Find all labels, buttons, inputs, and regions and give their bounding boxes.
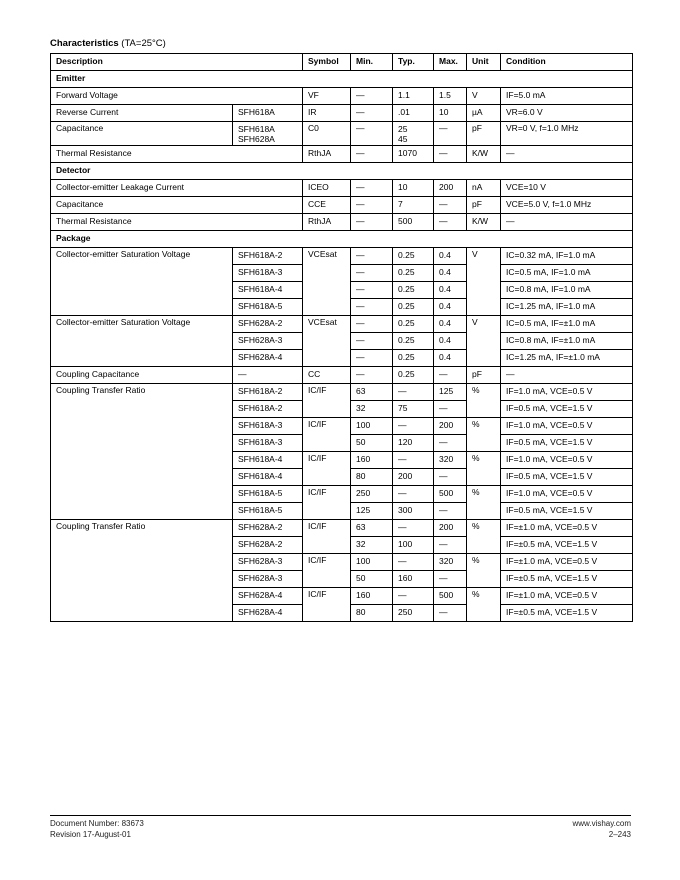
- typ-cell: —: [393, 520, 434, 537]
- condition-cell: IF=1.0 mA, VCE=0.5 V: [501, 486, 633, 503]
- col-header: Symbol: [303, 54, 351, 71]
- typ-cell: [393, 122, 434, 146]
- col-header: Min.: [351, 54, 393, 71]
- typ-cell: 200: [393, 469, 434, 486]
- table-row: [51, 367, 633, 384]
- description-cell: Capacitance: [51, 122, 233, 146]
- website-link[interactable]: www.vishay.com: [572, 819, 631, 828]
- table-row: [51, 88, 633, 105]
- typ-cell: 1.1: [393, 88, 434, 105]
- section-heading: Detector: [51, 163, 633, 180]
- part-number-cell: SFH628A-4: [233, 588, 303, 605]
- condition-cell: IF=1.0 mA, VCE=0.5 V: [501, 384, 633, 401]
- unit-cell: pF: [467, 367, 501, 384]
- unit-cell: pF: [467, 197, 501, 214]
- part-number-cell: SFH628A-4: [233, 350, 303, 367]
- part-number-cell: SFH618A-4: [233, 469, 303, 486]
- description-cell: Coupling Capacitance: [51, 367, 233, 384]
- part-number-cell: —: [233, 367, 303, 384]
- condition-cell: IF=±1.0 mA, VCE=0.5 V: [501, 520, 633, 537]
- page-footer: [50, 815, 631, 839]
- description-cell: Collector-emitter Leakage Current: [51, 180, 303, 197]
- description-cell: Collector-emitter Saturation Voltage: [51, 316, 233, 367]
- header-row: [51, 54, 633, 71]
- condition-cell: IC=1.25 mA, IF=±1.0 mA: [501, 350, 633, 367]
- part-number-cell: SFH618A-3: [233, 265, 303, 282]
- part-number-cell-line: SFH618A: [238, 124, 275, 134]
- max-cell: 0.4: [434, 265, 467, 282]
- typ-cell: —: [393, 588, 434, 605]
- typ-cell: 250: [393, 605, 434, 622]
- symbol-cell: IC/IF: [303, 452, 351, 486]
- min-cell: 160: [351, 452, 393, 469]
- typ-cell-line: 25: [398, 124, 408, 134]
- max-cell: —: [434, 122, 467, 146]
- max-cell: 1.5: [434, 88, 467, 105]
- typ-cell: 0.25: [393, 299, 434, 316]
- typ-cell: —: [393, 418, 434, 435]
- symbol-cell: VF: [303, 88, 351, 105]
- min-cell: —: [351, 105, 393, 122]
- table-row: [51, 248, 633, 265]
- description-cell: Coupling Transfer Ratio: [51, 520, 233, 622]
- typ-cell: 0.25: [393, 333, 434, 350]
- table-body: [51, 71, 633, 622]
- symbol-cell: RthJA: [303, 146, 351, 163]
- max-cell: 0.4: [434, 282, 467, 299]
- condition-cell: IC=0.5 mA, IF=1.0 mA: [501, 265, 633, 282]
- revision: Revision 17-August-01: [50, 830, 131, 839]
- typ-cell: 300: [393, 503, 434, 520]
- part-number-cell: SFH618A-2: [233, 401, 303, 418]
- table-row: [51, 316, 633, 333]
- condition-cell: IC=0.8 mA, IF=1.0 mA: [501, 282, 633, 299]
- max-cell: —: [434, 503, 467, 520]
- min-cell: —: [351, 122, 393, 146]
- symbol-cell: IC/IF: [303, 384, 351, 418]
- max-cell: 500: [434, 486, 467, 503]
- section-row: [51, 163, 633, 180]
- condition-cell: IF=±1.0 mA, VCE=0.5 V: [501, 554, 633, 571]
- table-row: [51, 122, 633, 146]
- max-cell: —: [434, 435, 467, 452]
- unit-cell: %: [467, 384, 501, 418]
- section-heading: Package: [51, 231, 633, 248]
- condition-cell: IF=±0.5 mA, VCE=1.5 V: [501, 605, 633, 622]
- typ-cell: 75: [393, 401, 434, 418]
- min-cell: —: [351, 197, 393, 214]
- characteristics-table: [50, 53, 633, 622]
- max-cell: 320: [434, 554, 467, 571]
- unit-cell: %: [467, 554, 501, 588]
- condition-cell: VR=6.0 V: [501, 105, 633, 122]
- condition-cell: VCE=10 V: [501, 180, 633, 197]
- condition-cell: IF=±1.0 mA, VCE=0.5 V: [501, 588, 633, 605]
- max-cell: 320: [434, 452, 467, 469]
- typ-cell: 1070: [393, 146, 434, 163]
- part-number-cell: SFH618A-5: [233, 486, 303, 503]
- heading-label: Characteristics: [50, 38, 119, 49]
- condition-cell: IF=0.5 mA, VCE=1.5 V: [501, 401, 633, 418]
- typ-cell: 0.25: [393, 265, 434, 282]
- part-number-cell: SFH618A-2: [233, 384, 303, 401]
- typ-cell-line: 45: [398, 134, 408, 144]
- typ-cell: 10: [393, 180, 434, 197]
- part-number-cell: [233, 122, 303, 146]
- unit-cell: %: [467, 452, 501, 486]
- max-cell: 125: [434, 384, 467, 401]
- min-cell: 63: [351, 520, 393, 537]
- max-cell: —: [434, 537, 467, 554]
- max-cell: —: [434, 571, 467, 588]
- max-cell: 0.4: [434, 248, 467, 265]
- min-cell: —: [351, 299, 393, 316]
- max-cell: 0.4: [434, 350, 467, 367]
- max-cell: 0.4: [434, 316, 467, 333]
- part-number-cell: SFH618A-4: [233, 282, 303, 299]
- part-number-cell: SFH618A-5: [233, 299, 303, 316]
- typ-cell: 0.25: [393, 316, 434, 333]
- min-cell: —: [351, 265, 393, 282]
- typ-cell: 100: [393, 537, 434, 554]
- min-cell: 250: [351, 486, 393, 503]
- description-cell: Forward Voltage: [51, 88, 303, 105]
- min-cell: 160: [351, 588, 393, 605]
- col-header: Condition: [501, 54, 633, 71]
- part-number-cell: SFH628A-2: [233, 520, 303, 537]
- min-cell: —: [351, 350, 393, 367]
- unit-cell: %: [467, 486, 501, 520]
- part-number-cell: SFH618A-5: [233, 503, 303, 520]
- description-cell: Capacitance: [51, 197, 303, 214]
- part-number-cell-line: SFH628A: [238, 134, 275, 144]
- unit-cell: V: [467, 248, 501, 316]
- typ-cell: —: [393, 384, 434, 401]
- condition-cell: VCE=5.0 V, f=1.0 MHz: [501, 197, 633, 214]
- part-number-cell: SFH628A-2: [233, 537, 303, 554]
- table-row: [51, 520, 633, 537]
- min-cell: —: [351, 282, 393, 299]
- condition-cell: —: [501, 214, 633, 231]
- unit-cell: %: [467, 520, 501, 554]
- condition-cell: IF=±0.5 mA, VCE=1.5 V: [501, 571, 633, 588]
- min-cell: —: [351, 146, 393, 163]
- symbol-cell: IC/IF: [303, 486, 351, 520]
- typ-cell: 0.25: [393, 248, 434, 265]
- symbol-cell: CC: [303, 367, 351, 384]
- unit-cell: V: [467, 316, 501, 367]
- min-cell: —: [351, 88, 393, 105]
- unit-cell: K/W: [467, 214, 501, 231]
- symbol-cell: RthJA: [303, 214, 351, 231]
- min-cell: 32: [351, 537, 393, 554]
- min-cell: 100: [351, 554, 393, 571]
- min-cell: 50: [351, 571, 393, 588]
- condition-cell: IF=1.0 mA, VCE=0.5 V: [501, 452, 633, 469]
- condition-cell: IF=5.0 mA: [501, 88, 633, 105]
- condition-cell: —: [501, 146, 633, 163]
- unit-cell: nA: [467, 180, 501, 197]
- section-row: [51, 71, 633, 88]
- condition-cell: IF=0.5 mA, VCE=1.5 V: [501, 435, 633, 452]
- unit-cell: %: [467, 588, 501, 622]
- description-cell: Reverse Current: [51, 105, 233, 122]
- symbol-cell: ICEO: [303, 180, 351, 197]
- condition-cell: IF=0.5 mA, VCE=1.5 V: [501, 469, 633, 486]
- part-number-cell: SFH628A-3: [233, 571, 303, 588]
- typ-cell: —: [393, 554, 434, 571]
- typ-cell: .01: [393, 105, 434, 122]
- typ-cell: —: [393, 486, 434, 503]
- typ-cell: 7: [393, 197, 434, 214]
- condition-cell: IF=0.5 mA, VCE=1.5 V: [501, 503, 633, 520]
- part-number-cell: SFH628A-3: [233, 554, 303, 571]
- condition-cell: IC=0.32 mA, IF=1.0 mA: [501, 248, 633, 265]
- min-cell: —: [351, 333, 393, 350]
- part-number-cell: SFH628A-2: [233, 316, 303, 333]
- part-number-cell: SFH618A-2: [233, 248, 303, 265]
- symbol-cell: IC/IF: [303, 520, 351, 554]
- description-cell: Coupling Transfer Ratio: [51, 384, 233, 520]
- symbol-cell: IC/IF: [303, 554, 351, 588]
- min-cell: 100: [351, 418, 393, 435]
- max-cell: —: [434, 197, 467, 214]
- table-row: [51, 197, 633, 214]
- typ-cell: —: [393, 452, 434, 469]
- symbol-cell: IR: [303, 105, 351, 122]
- part-number-cell: SFH618A-3: [233, 435, 303, 452]
- symbol-cell: VCEsat: [303, 248, 351, 316]
- min-cell: 80: [351, 469, 393, 486]
- max-cell: —: [434, 214, 467, 231]
- condition-cell: IC=1.25 mA, IF=1.0 mA: [501, 299, 633, 316]
- col-header: Max.: [434, 54, 467, 71]
- min-cell: 50: [351, 435, 393, 452]
- part-number-cell: SFH618A-3: [233, 418, 303, 435]
- max-cell: 0.4: [434, 299, 467, 316]
- page-number: 2–243: [608, 830, 631, 839]
- max-cell: 200: [434, 520, 467, 537]
- col-header: Unit: [467, 54, 501, 71]
- condition-cell: IF=±0.5 mA, VCE=1.5 V: [501, 537, 633, 554]
- symbol-cell: IC/IF: [303, 418, 351, 452]
- characteristics-heading: [50, 38, 166, 49]
- min-cell: —: [351, 180, 393, 197]
- min-cell: 125: [351, 503, 393, 520]
- typ-cell: 160: [393, 571, 434, 588]
- col-header: Typ.: [393, 54, 434, 71]
- table-row: [51, 384, 633, 401]
- unit-cell: pF: [467, 122, 501, 146]
- col-header: Description: [51, 54, 303, 71]
- condition-cell: IC=0.8 mA, IF=±1.0 mA: [501, 333, 633, 350]
- max-cell: —: [434, 605, 467, 622]
- typ-cell: 0.25: [393, 350, 434, 367]
- symbol-cell: C0: [303, 122, 351, 146]
- typ-cell: 0.25: [393, 367, 434, 384]
- max-cell: 500: [434, 588, 467, 605]
- max-cell: 0.4: [434, 333, 467, 350]
- heading-condition: (TA=25°C): [121, 38, 166, 49]
- table-row: [51, 180, 633, 197]
- max-cell: —: [434, 401, 467, 418]
- description-cell: Thermal Resistance: [51, 146, 303, 163]
- description-cell: Thermal Resistance: [51, 214, 303, 231]
- part-number-cell: SFH618A: [233, 105, 303, 122]
- max-cell: 200: [434, 180, 467, 197]
- condition-cell: VR=0 V, f=1.0 MHz: [501, 122, 633, 146]
- symbol-cell: CCE: [303, 197, 351, 214]
- min-cell: 80: [351, 605, 393, 622]
- min-cell: 32: [351, 401, 393, 418]
- symbol-cell: IC/IF: [303, 588, 351, 622]
- unit-cell: V: [467, 88, 501, 105]
- section-heading: Emitter: [51, 71, 633, 88]
- unit-cell: µA: [467, 105, 501, 122]
- symbol-cell: VCEsat: [303, 316, 351, 367]
- max-cell: —: [434, 469, 467, 486]
- min-cell: —: [351, 316, 393, 333]
- min-cell: —: [351, 367, 393, 384]
- condition-cell: IF=1.0 mA, VCE=0.5 V: [501, 418, 633, 435]
- min-cell: 63: [351, 384, 393, 401]
- part-number-cell: SFH628A-4: [233, 605, 303, 622]
- unit-cell: %: [467, 418, 501, 452]
- table-row: [51, 105, 633, 122]
- min-cell: —: [351, 248, 393, 265]
- min-cell: —: [351, 214, 393, 231]
- max-cell: 200: [434, 418, 467, 435]
- table-row: [51, 214, 633, 231]
- max-cell: —: [434, 146, 467, 163]
- condition-cell: —: [501, 367, 633, 384]
- table-row: [51, 146, 633, 163]
- unit-cell: K/W: [467, 146, 501, 163]
- document-number: Document Number: 83673: [50, 819, 144, 828]
- typ-cell: 0.25: [393, 282, 434, 299]
- max-cell: 10: [434, 105, 467, 122]
- typ-cell: 120: [393, 435, 434, 452]
- part-number-cell: SFH628A-3: [233, 333, 303, 350]
- description-cell: Collector-emitter Saturation Voltage: [51, 248, 233, 316]
- section-row: [51, 231, 633, 248]
- max-cell: —: [434, 367, 467, 384]
- typ-cell: 500: [393, 214, 434, 231]
- part-number-cell: SFH618A-4: [233, 452, 303, 469]
- condition-cell: IC=0.5 mA, IF=±1.0 mA: [501, 316, 633, 333]
